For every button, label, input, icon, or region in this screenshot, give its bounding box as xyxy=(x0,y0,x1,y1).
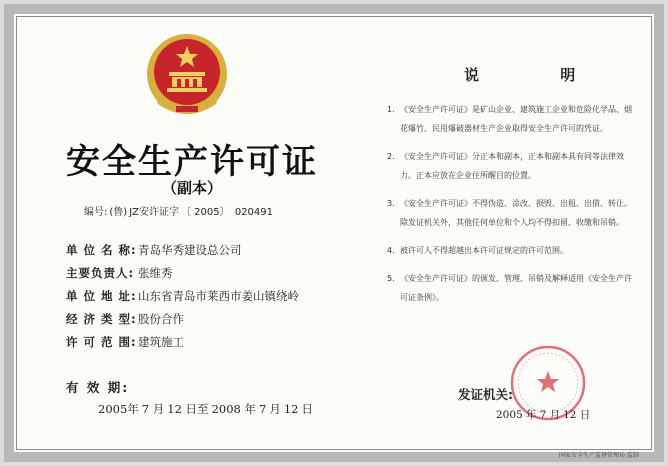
footer-credit: 国家安全生产监督管理局 监制 xyxy=(559,452,639,459)
valid-to-day: 12 xyxy=(283,402,299,416)
validity-label: 有 效 期: xyxy=(66,380,130,395)
field-value: 股份合作 xyxy=(138,312,184,326)
issue-date xyxy=(496,407,593,422)
note-item xyxy=(387,147,632,185)
field-label: 主要负责人: xyxy=(66,266,135,280)
serial-province: (鲁) xyxy=(109,207,128,218)
valid-to-day-unit: 日 xyxy=(301,402,313,416)
issue-month: 7 月 xyxy=(539,409,561,421)
field-value: 山东省青岛市莱西市姜山镇绕岭 xyxy=(138,289,299,303)
valid-from-month: 7 月 xyxy=(141,402,165,416)
serial-number xyxy=(84,203,275,218)
valid-from-day: 12 日至 xyxy=(167,402,209,416)
issue-day: 12 日 xyxy=(563,409,591,421)
field-value: 建筑施工 xyxy=(138,335,184,349)
valid-to-year: 2008 年 xyxy=(211,402,256,416)
serial-year: 〔 2005〕 xyxy=(181,207,230,218)
serial-value: 020491 xyxy=(234,207,274,218)
note-item xyxy=(387,269,632,307)
field-principal xyxy=(66,265,173,281)
note-text: 被许可人不得超越出本许可证规定的许可范围。 xyxy=(400,246,568,255)
field-label: 经 济 类 型: xyxy=(66,312,137,326)
note-number: 5. xyxy=(387,274,395,283)
field-label: 许 可 范 围: xyxy=(66,335,137,349)
note-text: 《安全生产许可证》不得伪造、涂改、损毁、出租、出借、转让。除发证机关外，其他任何单位和个人均不得扣留、收缴和吊销。 xyxy=(400,199,632,227)
note-item xyxy=(387,241,632,260)
certificate xyxy=(4,4,664,462)
serial-label: 编号: xyxy=(84,207,108,218)
issue-year: 2005 年 xyxy=(496,409,537,421)
field-license-scope xyxy=(66,334,184,350)
note-text: 《安全生产许可证》分正本和副本，正本和副本具有同等法律效力。正本应放在企业住所醒目的位置。 xyxy=(400,152,624,180)
field-label: 单 位 名 称: xyxy=(66,243,137,257)
valid-from-year: 2005年 xyxy=(98,402,139,416)
serial-prefix: JZ安许证字 xyxy=(129,207,179,218)
note-item xyxy=(387,194,632,232)
valid-to-month: 7 xyxy=(259,402,267,416)
field-value: 青岛华秀建设总公司 xyxy=(138,243,242,257)
issuer-label: 发证机关: xyxy=(458,387,513,402)
field-value: 张维秀 xyxy=(138,266,173,280)
note-number: 3. xyxy=(387,199,395,208)
valid-to-month-unit: 月 xyxy=(269,402,281,416)
notes-list xyxy=(387,100,632,316)
field-address xyxy=(66,288,299,304)
validity-dates xyxy=(98,401,316,417)
field-label: 单 位 地 址: xyxy=(66,289,137,303)
note-number: 4. xyxy=(387,246,395,255)
note-number: 1. xyxy=(387,105,395,114)
field-economic-type xyxy=(66,311,184,327)
notes-title: 说 明 xyxy=(464,66,614,84)
field-company-name xyxy=(66,242,242,258)
certificate-title: 安全生产许可证 xyxy=(66,142,318,182)
certificate-subtitle: （副本） xyxy=(161,179,222,197)
note-text: 《安全生产许可证》的颁发、管理、吊销及解释适用《安全生产许可证条例》。 xyxy=(400,274,632,302)
note-item xyxy=(387,100,632,138)
note-number: 2. xyxy=(387,152,395,161)
note-text: 《安全生产许可证》是矿山企业、建筑施工企业和危险化学品、烟花爆竹、民用爆破器材生产企业取得安全生产许可的凭证。 xyxy=(400,105,632,133)
national-emblem xyxy=(142,32,232,118)
